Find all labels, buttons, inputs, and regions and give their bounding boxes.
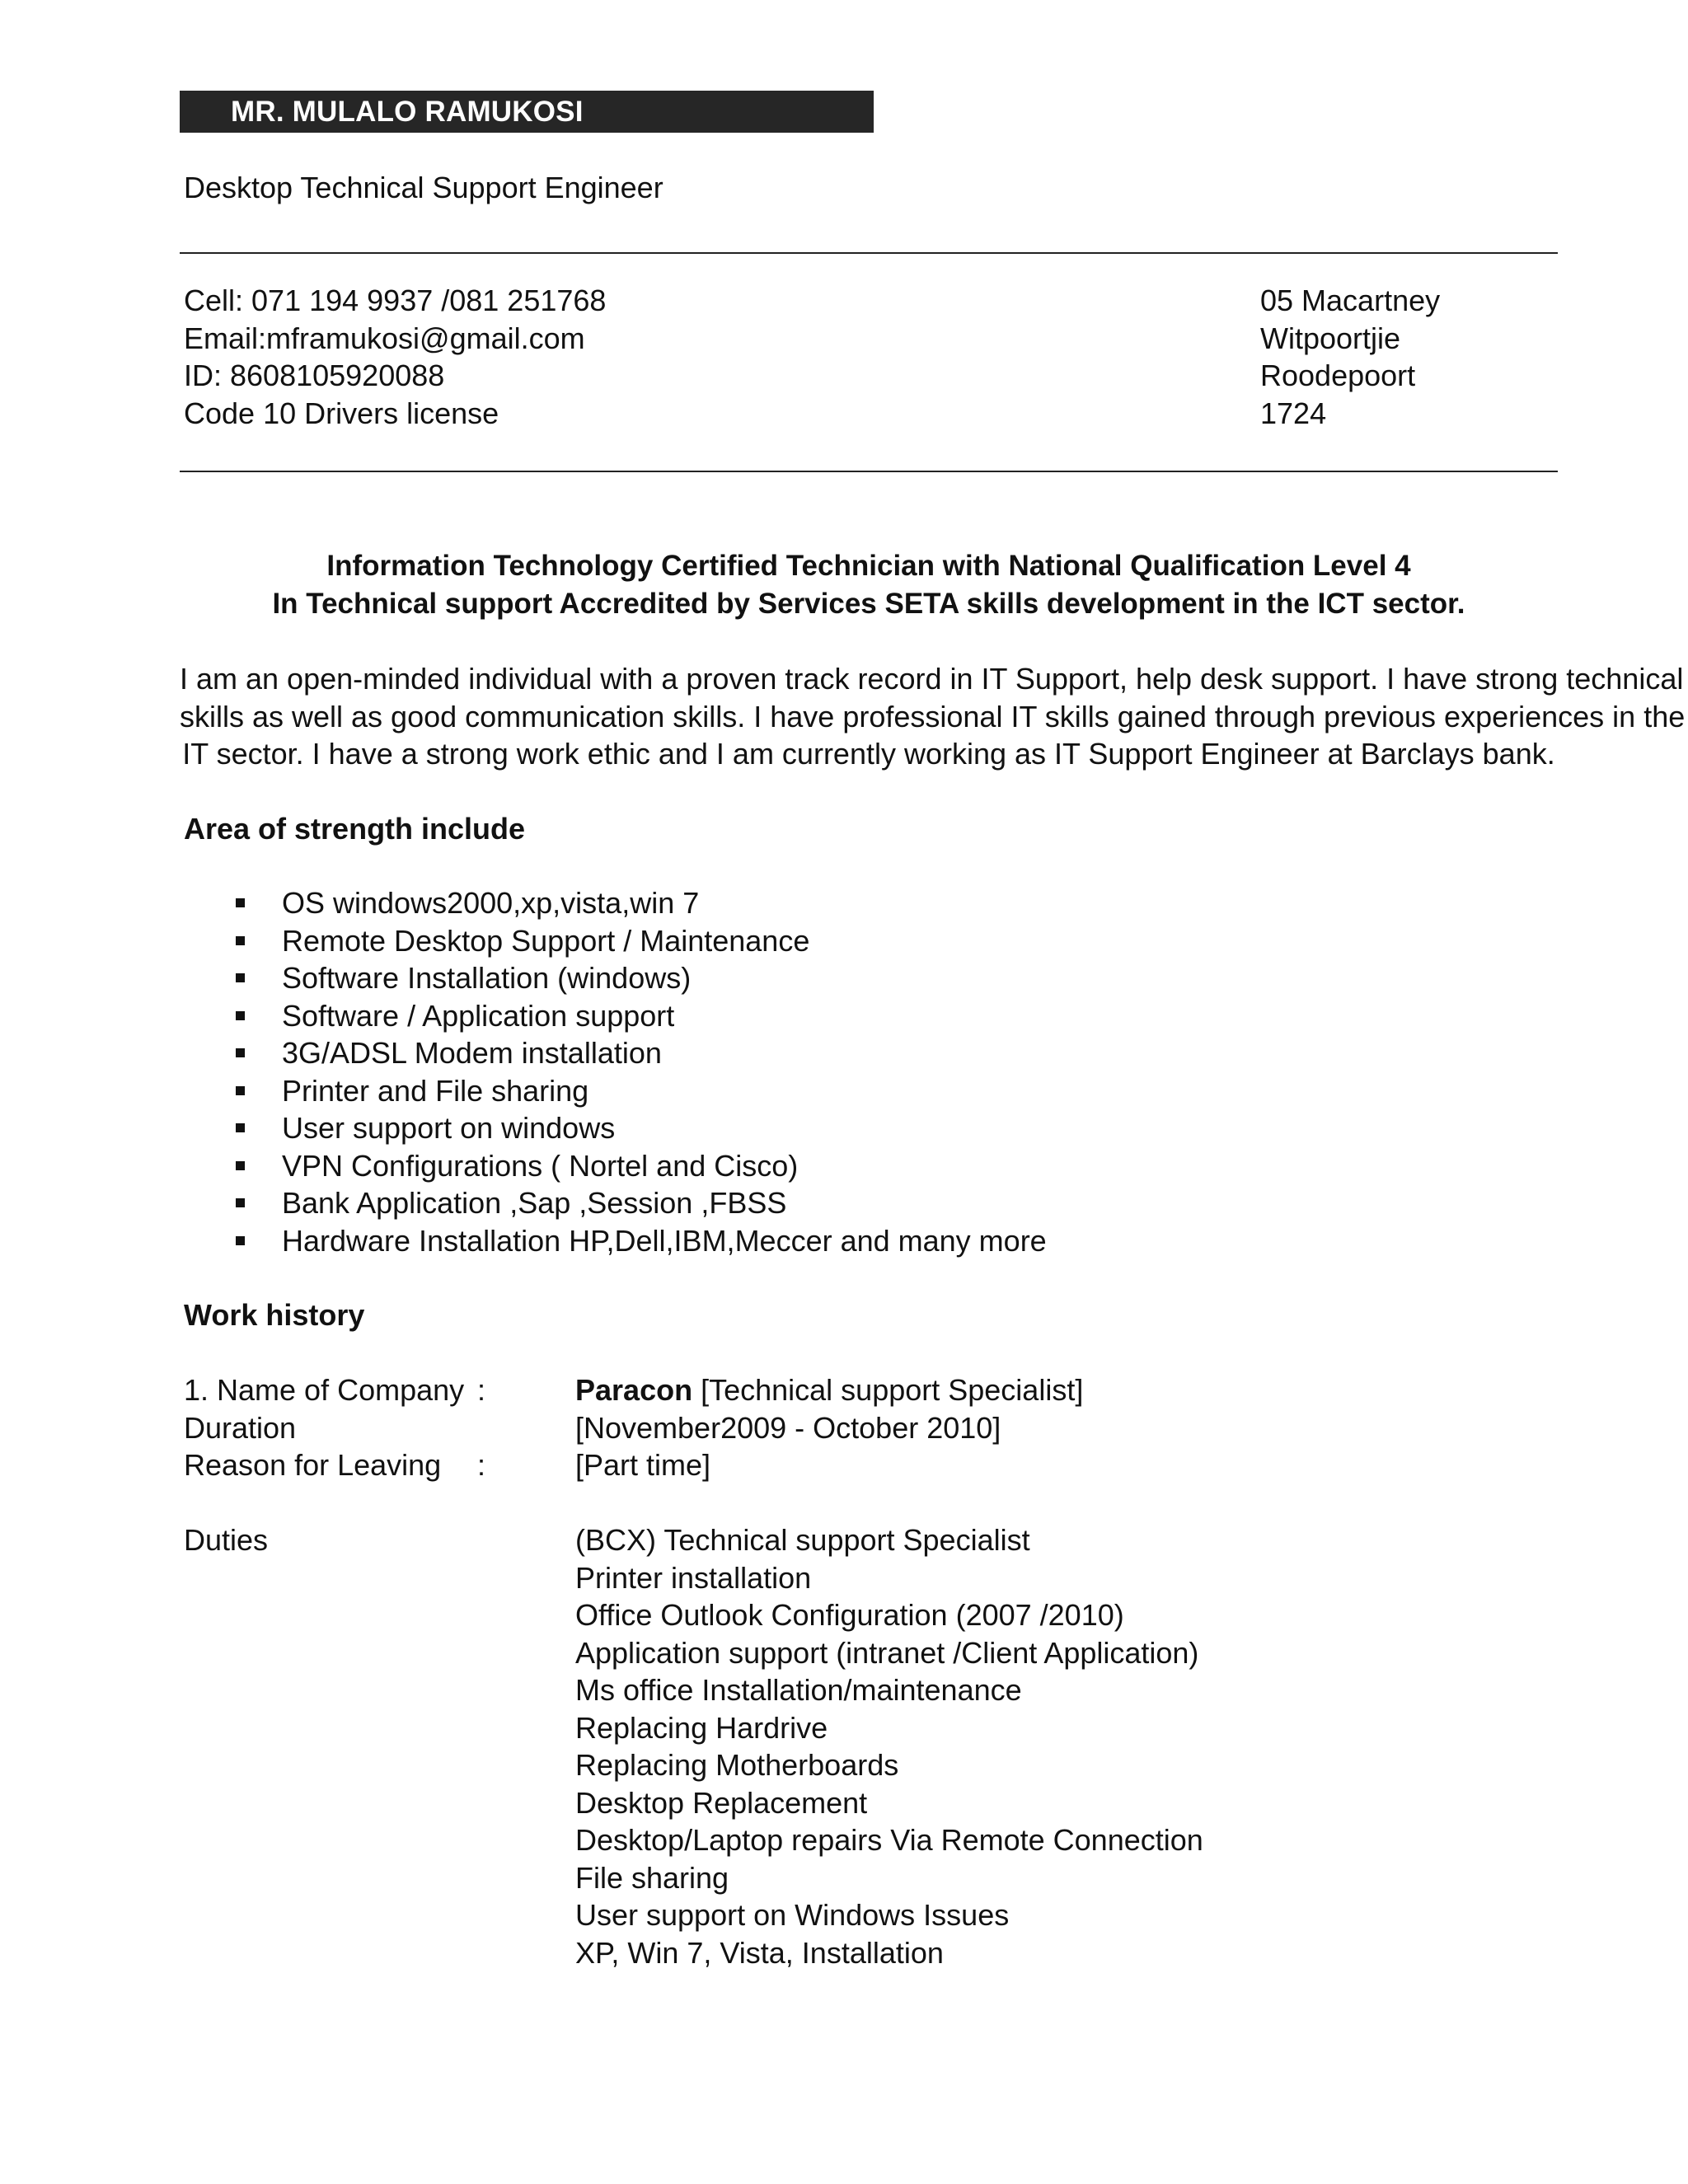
- bottom-divider: [180, 471, 1558, 472]
- drivers-license: Code 10 Drivers license: [184, 396, 499, 430]
- list-item: Replacing Hardrive: [575, 1710, 828, 1745]
- square-bullet-icon: [236, 1086, 245, 1095]
- list-item: Software / Application support: [232, 997, 1047, 1035]
- list-item: Office Outlook Configuration (2007 /2010): [575, 1598, 1124, 1632]
- list-item: OS windows2000,xp,vista,win 7: [232, 884, 1047, 922]
- duties-list: [575, 1521, 1203, 1971]
- reason-colon: :: [477, 1448, 486, 1482]
- candidate-name: MR. MULALO RAMUKOSI: [231, 96, 584, 128]
- duration-label: Duration: [184, 1410, 297, 1445]
- square-bullet-icon: [236, 1123, 245, 1132]
- job-title: Desktop Technical Support Engineer: [184, 171, 663, 204]
- summary-line: IT sector. I have a strong work ethic and I am currently working as IT Support Engineer at Barclays bank.: [182, 737, 1555, 771]
- list-item: VPN Configurations ( Nortel and Cisco): [232, 1147, 1047, 1185]
- list-item: Replacing Motherboards: [575, 1748, 899, 1782]
- list-item: Desktop Replacement: [575, 1785, 868, 1820]
- reason-value: [Part time]: [575, 1448, 711, 1482]
- name-banner: [180, 91, 874, 133]
- work-history-heading: Work history: [184, 1298, 365, 1332]
- square-bullet-icon: [236, 898, 245, 907]
- square-bullet-icon: [236, 973, 245, 982]
- list-item: (BCX) Technical support Specialist: [575, 1523, 1030, 1557]
- list-item: XP, Win 7, Vista, Installation: [575, 1935, 944, 1970]
- list-item: 3G/ADSL Modem installation: [232, 1034, 1047, 1072]
- list-item: File sharing: [575, 1860, 729, 1895]
- company-label: 1. Name of Company: [184, 1373, 465, 1407]
- company-colon: :: [477, 1373, 486, 1407]
- duties-label: Duties: [184, 1523, 269, 1557]
- square-bullet-icon: [236, 1011, 245, 1020]
- list-item: User support on windows: [232, 1109, 1047, 1147]
- square-bullet-icon: [236, 936, 245, 945]
- company-value: [575, 1371, 1083, 1409]
- strengths-list: [232, 884, 1047, 1259]
- list-item: Hardware Installation HP,Dell,IBM,Meccer and many more: [232, 1222, 1047, 1260]
- square-bullet-icon: [236, 1161, 245, 1170]
- company-role: [Technical support Specialist]: [692, 1373, 1084, 1407]
- list-item: Printer and File sharing: [232, 1072, 1047, 1110]
- address-street: 05 Macartney: [1260, 284, 1441, 317]
- list-item: Ms office Installation/maintenance: [575, 1673, 1022, 1707]
- postal-address: [1260, 282, 1440, 432]
- list-item: Application support (intranet /Client Application): [575, 1635, 1199, 1670]
- id-number: ID: 8608105920088: [184, 359, 445, 392]
- reason-label: Reason for Leaving: [184, 1448, 442, 1482]
- square-bullet-icon: [236, 1236, 245, 1245]
- contact-details: [184, 282, 606, 432]
- square-bullet-icon: [236, 1198, 245, 1207]
- list-item: Software Installation (windows): [232, 959, 1047, 997]
- company-name: Paracon: [575, 1373, 693, 1407]
- summary-line: I am an open-minded individual with a proven track record in IT Support, help desk support. I have strong technical: [180, 662, 1684, 696]
- qualification-headline: [180, 547, 1558, 622]
- duration-value: [November2009 - October 2010]: [575, 1410, 1001, 1445]
- headline-line: In Technical support Accredited by Services SETA skills development in the ICT sector.: [272, 587, 1465, 620]
- address-postal-code: 1724: [1260, 396, 1327, 430]
- address-suburb: Witpoortjie: [1260, 321, 1401, 355]
- list-item: Bank Application ,Sap ,Session ,FBSS: [232, 1184, 1047, 1222]
- address-city: Roodepoort: [1260, 359, 1416, 392]
- summary-line: skills as well as good communication skills. I have professional IT skills gained through previous experiences in the: [180, 699, 1686, 733]
- email-address: Email:mframukosi@gmail.com: [184, 321, 585, 355]
- headline-line: Information Technology Certified Technician with National Qualification Level 4: [326, 550, 1411, 582]
- list-item: Remote Desktop Support / Maintenance: [232, 922, 1047, 960]
- list-item: Desktop/Laptop repairs Via Remote Connection: [575, 1823, 1203, 1857]
- square-bullet-icon: [236, 1048, 245, 1057]
- strengths-heading: Area of strength include: [184, 812, 526, 846]
- top-divider: [180, 252, 1558, 254]
- list-item: Printer installation: [575, 1560, 812, 1595]
- cell-number: Cell: 071 194 9937 /081 251768: [184, 284, 607, 317]
- list-item: User support on Windows Issues: [575, 1898, 1010, 1932]
- profile-summary: [180, 660, 1686, 773]
